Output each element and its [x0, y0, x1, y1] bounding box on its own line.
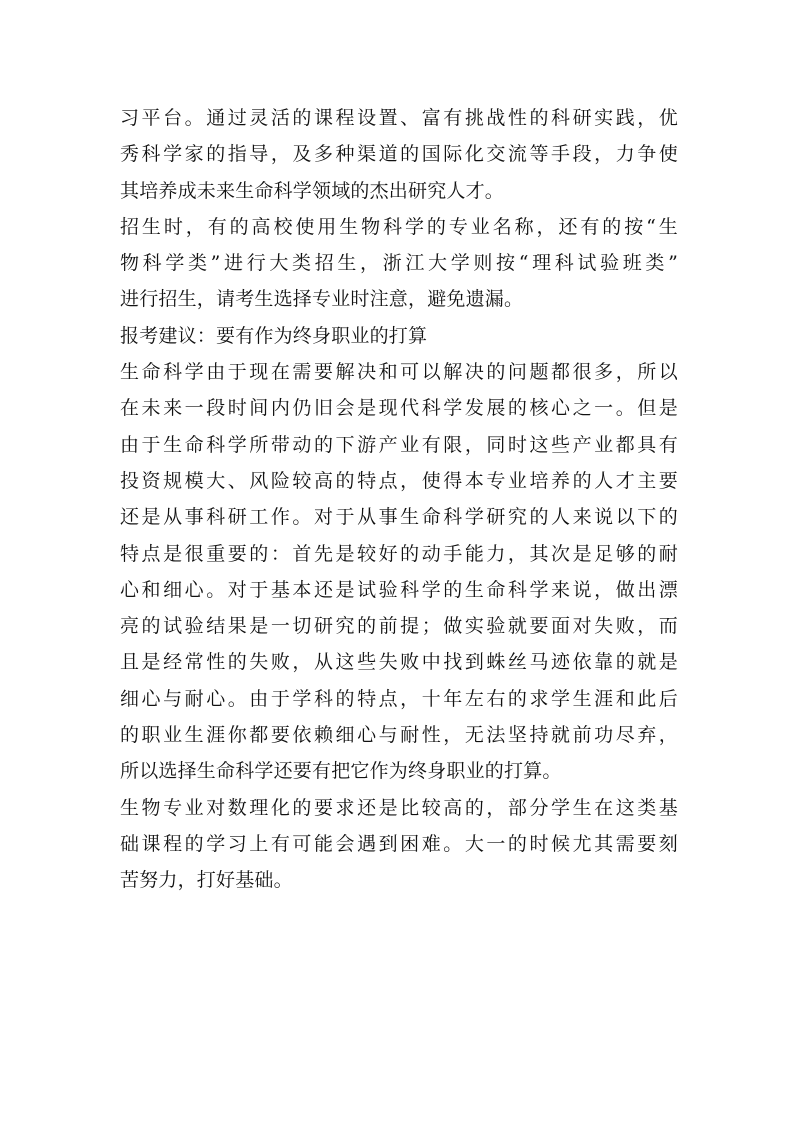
text-line: 其培养成未来生命科学领域的杰出研究人才。	[120, 179, 505, 202]
text-line: 物科学类”进行大类招生，浙江大学则按“理科试验班类”	[120, 252, 678, 275]
text-line: 亮的试验结果是一切研究的前提；做实验就要面对失败，而	[120, 615, 678, 638]
text-line: 特点是很重要的：首先是较好的动手能力，其次是足够的耐	[120, 542, 678, 565]
text-line: 心和细心。对于基本还是试验科学的生命科学来说，做出漂	[120, 578, 678, 601]
text-line: 苦努力，打好基础。	[120, 869, 293, 892]
paragraph-career-advice	[120, 354, 680, 790]
text-line: 由于生命科学所带动的下游产业有限，同时这些产业都具有	[120, 433, 678, 456]
text-line: 招生时，有的高校使用生物科学的专业名称，还有的按“生	[120, 215, 678, 238]
text-line: 秀科学家的指导，及多种渠道的国际化交流等手段，力争使	[120, 143, 678, 166]
text-line: 生命科学由于现在需要解决和可以解决的问题都很多，所以	[120, 361, 678, 384]
section-heading-application-advice	[120, 318, 680, 354]
text-line: 投资规模大、风险较高的特点，使得本专业培养的人才主要	[120, 469, 678, 492]
paragraph-platform-intro	[120, 100, 680, 209]
text-line: 进行招生，请考生选择专业时注意，避免遗漏。	[120, 288, 524, 311]
text-line: 的职业生涯你都要依赖细心与耐性，无法坚持就前功尽弃，	[120, 724, 678, 747]
text-line: 且是经常性的失败，从这些失败中找到蛛丝马迹依靠的就是	[120, 651, 678, 674]
text-line: 还是从事科研工作。对于从事生命科学研究的人来说以下的	[120, 506, 678, 529]
text-line: 细心与耐心。由于学科的特点，十年左右的求学生涯和此后	[120, 687, 678, 710]
heading-line: 报考建议：要有作为终身职业的打算	[120, 324, 428, 347]
text-line: 础课程的学习上有可能会遇到困难。大一的时候尤其需要刻	[120, 832, 678, 855]
text-line: 生物专业对数理化的要求还是比较高的，部分学生在这类基	[120, 796, 678, 819]
document-body	[120, 100, 680, 899]
paragraph-admission-note	[120, 209, 680, 318]
text-line: 在未来一段时间内仍旧会是现代科学发展的核心之一。但是	[120, 397, 678, 420]
text-line: 习平台。通过灵活的课程设置、富有挑战性的科研实践，优	[120, 107, 678, 129]
paragraph-math-requirements	[120, 790, 680, 899]
text-line: 所以选择生命科学还要有把它作为终身职业的打算。	[120, 760, 562, 783]
